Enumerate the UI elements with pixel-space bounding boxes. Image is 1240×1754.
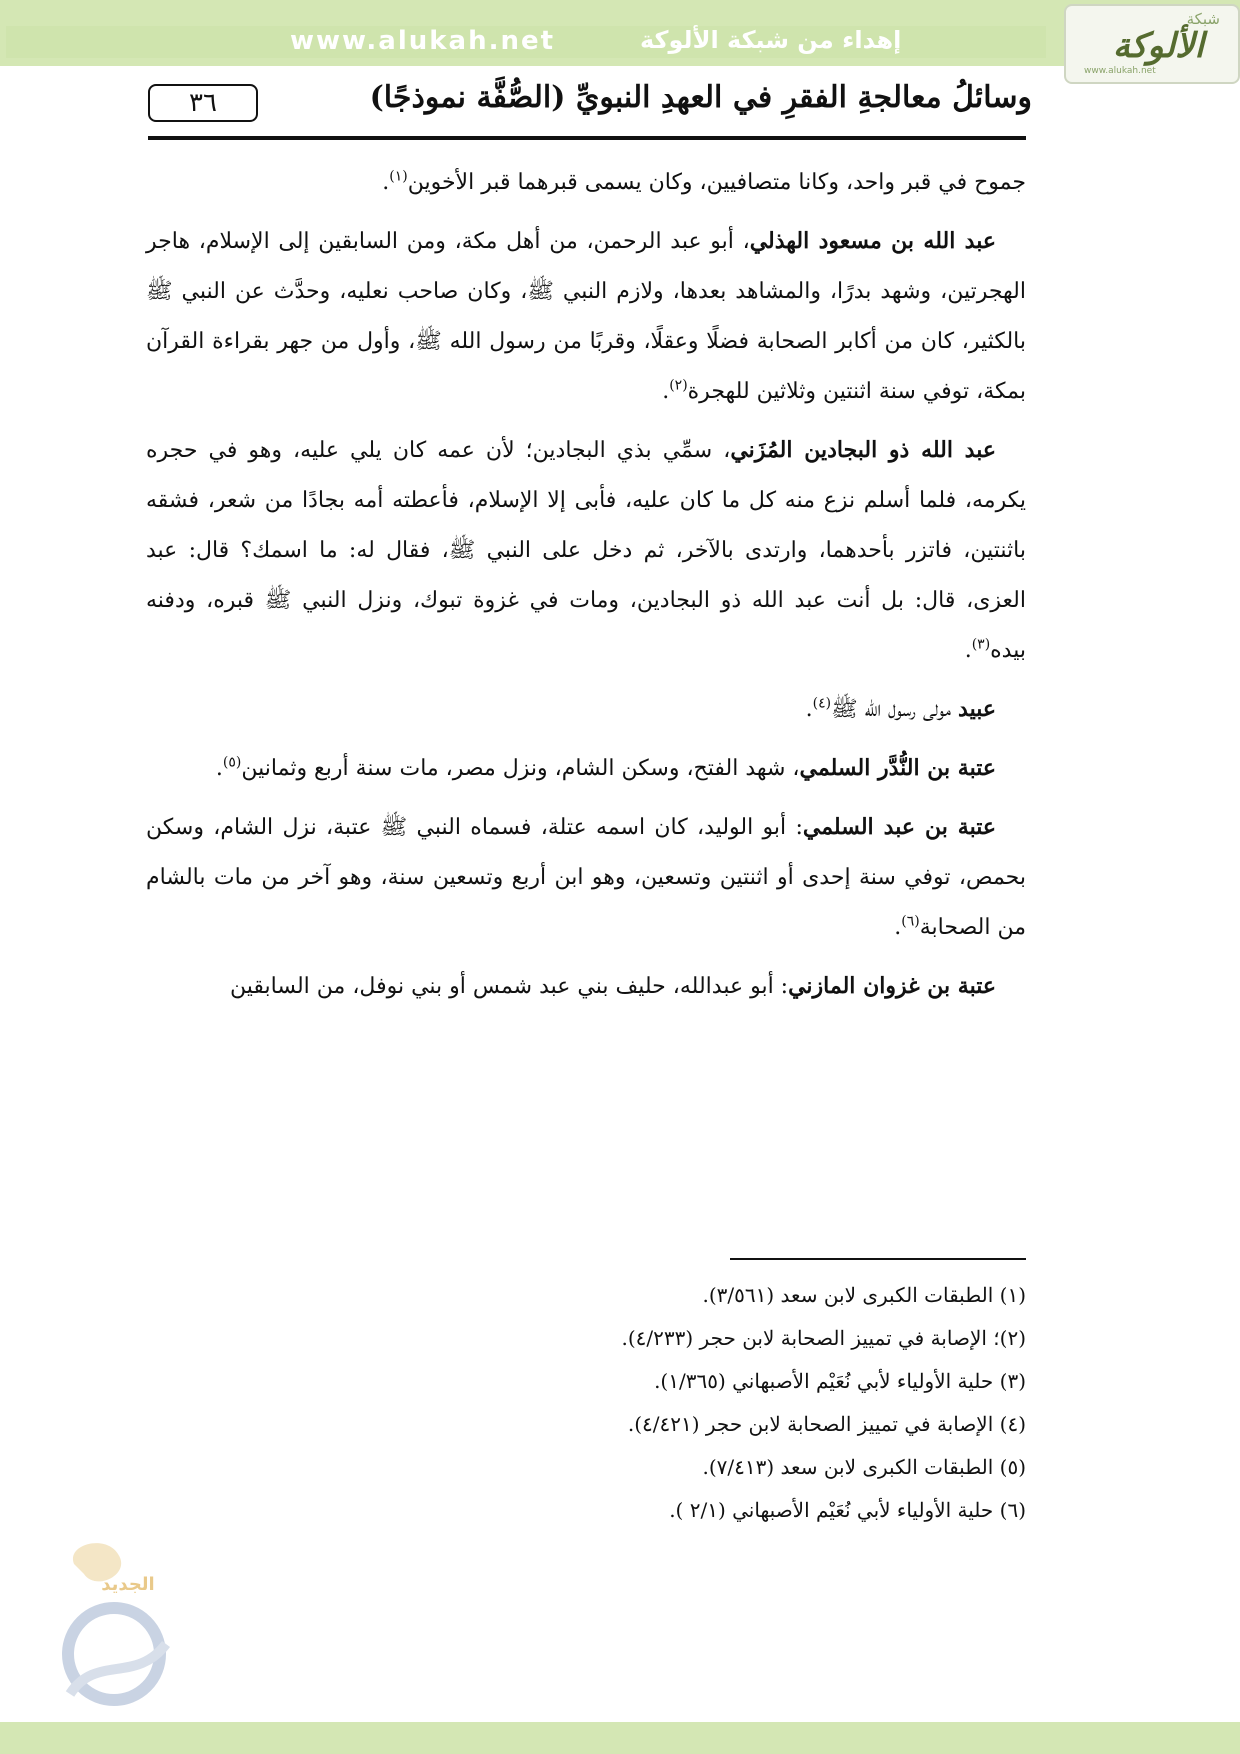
entry-paragraph	[146, 216, 1026, 417]
footnote: (٢)؛ الإصابة في تمييز الصحابة لابن حجر (٤/٢٣٣).	[621, 1326, 1026, 1350]
entry-end: .	[894, 915, 902, 940]
entry-paragraph	[146, 961, 1026, 1012]
footnotes	[146, 1274, 1026, 1532]
footnote-ref[interactable]: (١)	[389, 168, 408, 185]
footnote: (٦) حلية الأولياء لأبي نُعَيْم الأصبهاني (٢/١ ).	[669, 1498, 1026, 1522]
entry-name: عبيد	[958, 696, 996, 722]
main-text	[146, 158, 1026, 1020]
entry-text: ، سمِّي بذي البجادين؛ لأن عمه كان يلي عليه، وهو في حجره يكرمه، فلما أسلم نزع منه كل ما كان عليه، فأبى إلا الإسلام، فأعطته أمه بجادًا من شعر، فشقه باثنتين، فاتزر بأحدهما، وارتدى بالآخر، ثم دخل على النبي ﷺ، فقال له: ما اسمك؟ قال: عبد العزى، قال: بل أنت عبد الله ذو البجادين، ومات في غزوة تبوك، ونزل النبي ﷺ قبره، ودفنه بيده	[146, 438, 1026, 663]
entry-end: .	[662, 379, 670, 404]
entry-paragraph	[146, 802, 1026, 953]
entry-paragraph	[146, 684, 1026, 735]
footnote: (٥) الطبقات الكبرى لابن سعد (٧/٤١٣).	[702, 1455, 1026, 1479]
badge-top-text: الجديد	[101, 1574, 155, 1595]
paragraph-end: .	[382, 170, 390, 195]
footnote-divider	[730, 1258, 1026, 1260]
entry-name: عبد الله بن مسعود الهذلي	[749, 228, 996, 254]
header-divider	[148, 136, 1026, 140]
entry-name: عتبة بن غزوان المازني	[788, 973, 996, 999]
paragraph-continuation	[146, 158, 1026, 208]
footnote-ref[interactable]: (٤)	[812, 695, 832, 712]
top-banner	[0, 0, 1240, 66]
footnote-ref[interactable]: (٢)	[669, 377, 688, 394]
entry-text: ، شهد الفتح، وسكن الشام، ونزل مصر، مات سنة أربع وثمانين	[241, 756, 800, 781]
new-exclusive-badge	[36, 1534, 186, 1744]
footnote: (٣) حلية الأولياء لأبي نُعَيْم الأصبهاني (١/٣٦٥).	[654, 1369, 1026, 1393]
site-url[interactable]: www.alukah.net	[290, 26, 556, 56]
entry-name: عتبة بن عبد السلمي	[802, 814, 997, 840]
entry-text: : أبو الوليد، كان اسمه عتلة، فسماه النبي ﷺ عتبة، نزل الشام، وسكن بحمص، توفي سنة إحدى أو اثنتين وتسعين، وهو ابن أربع وتسعين سنة، وهو آخر من مات بالشام من الصحابة	[146, 815, 1026, 940]
entry-text: مولى رسول الله ﷺ	[831, 697, 959, 722]
footnote-ref[interactable]: (٣)	[971, 636, 991, 653]
footnote: (٤) الإصابة في تمييز الصحابة لابن حجر (٤/٤٢١).	[627, 1412, 1026, 1436]
entry-paragraph	[146, 743, 1026, 794]
footnote-ref[interactable]: (٥)	[222, 754, 242, 771]
bottom-band	[0, 1722, 1240, 1754]
logo-url-text: www.alukah.net	[1084, 66, 1156, 76]
footnote-ref[interactable]: (٦)	[901, 913, 920, 930]
footnote: (١) الطبقات الكبرى لابن سعد (٣/٥٦١).	[702, 1283, 1026, 1307]
entry-name: عتبة بن النُّدَّر السلمي	[799, 755, 996, 781]
entry-name: عبد الله ذو البجادين المُزَني	[730, 437, 996, 463]
entry-paragraph	[146, 425, 1026, 676]
logo-brand-text: الألوكة	[1112, 26, 1204, 66]
entry-end: .	[215, 756, 223, 781]
alukah-logo[interactable]	[1064, 4, 1240, 84]
running-title: وسائلُ معالجةِ الفقرِ في العهدِ النبويِّ (الصُّفَّة نموذجًا)	[369, 80, 1032, 115]
logo-top-text: شبكة	[1186, 10, 1220, 28]
page-number: ٣٦	[148, 84, 258, 122]
entry-text: : أبو عبدالله، حليف بني عبد شمس أو بني نوفل، من السابقين	[230, 974, 789, 999]
entry-text: ، أبو عبد الرحمن، من أهل مكة، ومن السابقين إلى الإسلام، هاجر الهجرتين، وشهد بدرًا، والمشاهد بعدها، ولازم النبي ﷺ، وكان صاحب نعليه، وحدَّث عن النبي ﷺ بالكثير، كان من أكابر الصحابة فضلًا وعقلًا، وقربًا من رسول الله ﷺ، وأول من جهر بقراءة القرآن بمكة، توفي سنة اثنتين وثلاثين للهجرة	[146, 229, 1026, 404]
paragraph-text: جموح في قبر واحد، وكانا متصافيين، وكان يسمى قبرهما قبر الأخوين	[407, 170, 1026, 195]
gift-text: إهداء من شبكة الألوكة	[640, 26, 902, 54]
entry-end: .	[805, 697, 813, 722]
badge-graphic	[36, 1534, 186, 1744]
entry-end: .	[964, 638, 972, 663]
